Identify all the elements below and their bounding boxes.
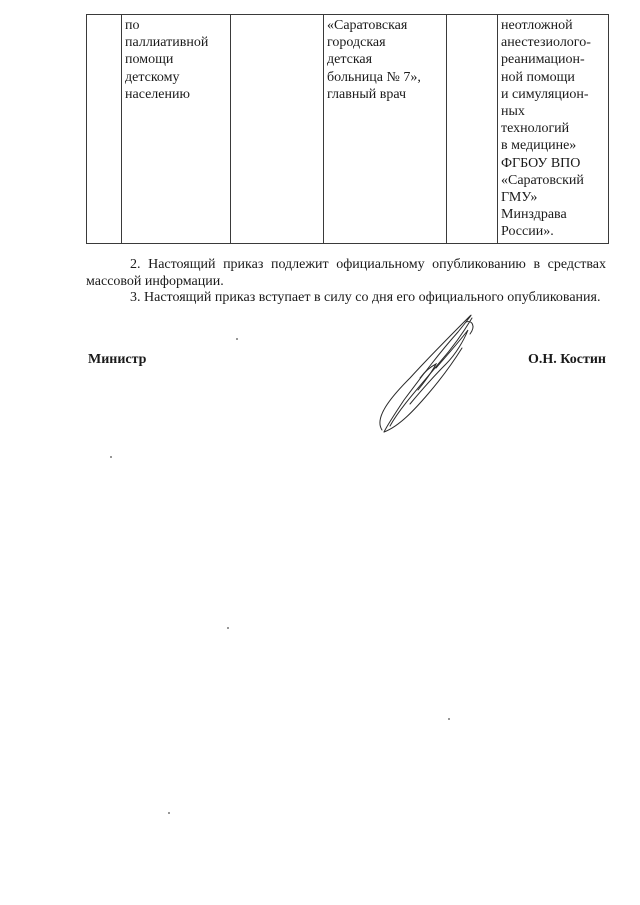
signer-position: Министр	[88, 352, 147, 367]
scan-speck	[448, 718, 450, 720]
paragraph-2: 2. Настоящий приказ подлежит официальному опубликованию в средствах массовой информации.	[86, 257, 606, 290]
workplace-text: «Саратовская городская детская больница № 7», главный врач	[327, 18, 421, 102]
scan-speck	[236, 338, 238, 340]
appointments-table	[86, 14, 609, 244]
paragraph-3: 3. Настоящий приказ вступает в силу со дня его официального опубликования.	[130, 290, 601, 305]
table-cell-specialty	[122, 15, 231, 244]
scan-speck	[227, 627, 229, 629]
scan-speck	[110, 456, 112, 458]
signature-row	[86, 352, 606, 376]
specialty-text: по паллиативной помощи детскому населению	[125, 18, 209, 102]
table-cell-name	[231, 15, 324, 244]
table-cell-affiliation	[498, 15, 609, 244]
scan-speck	[168, 812, 170, 814]
table-cell-workplace	[324, 15, 447, 244]
table-row	[87, 15, 609, 244]
affiliation-text: неотложной анестезиолого- реанимацион- ной помощи и симуляцион- ных технологий в медицине» ФГБОУ ВПО «Саратовский ГМУ» Минздрава России».	[501, 18, 591, 240]
table-cell-number	[87, 15, 122, 244]
handwritten-signature	[370, 308, 480, 438]
signer-name: О.Н. Костин	[528, 352, 606, 367]
table-cell-empty	[447, 15, 498, 244]
